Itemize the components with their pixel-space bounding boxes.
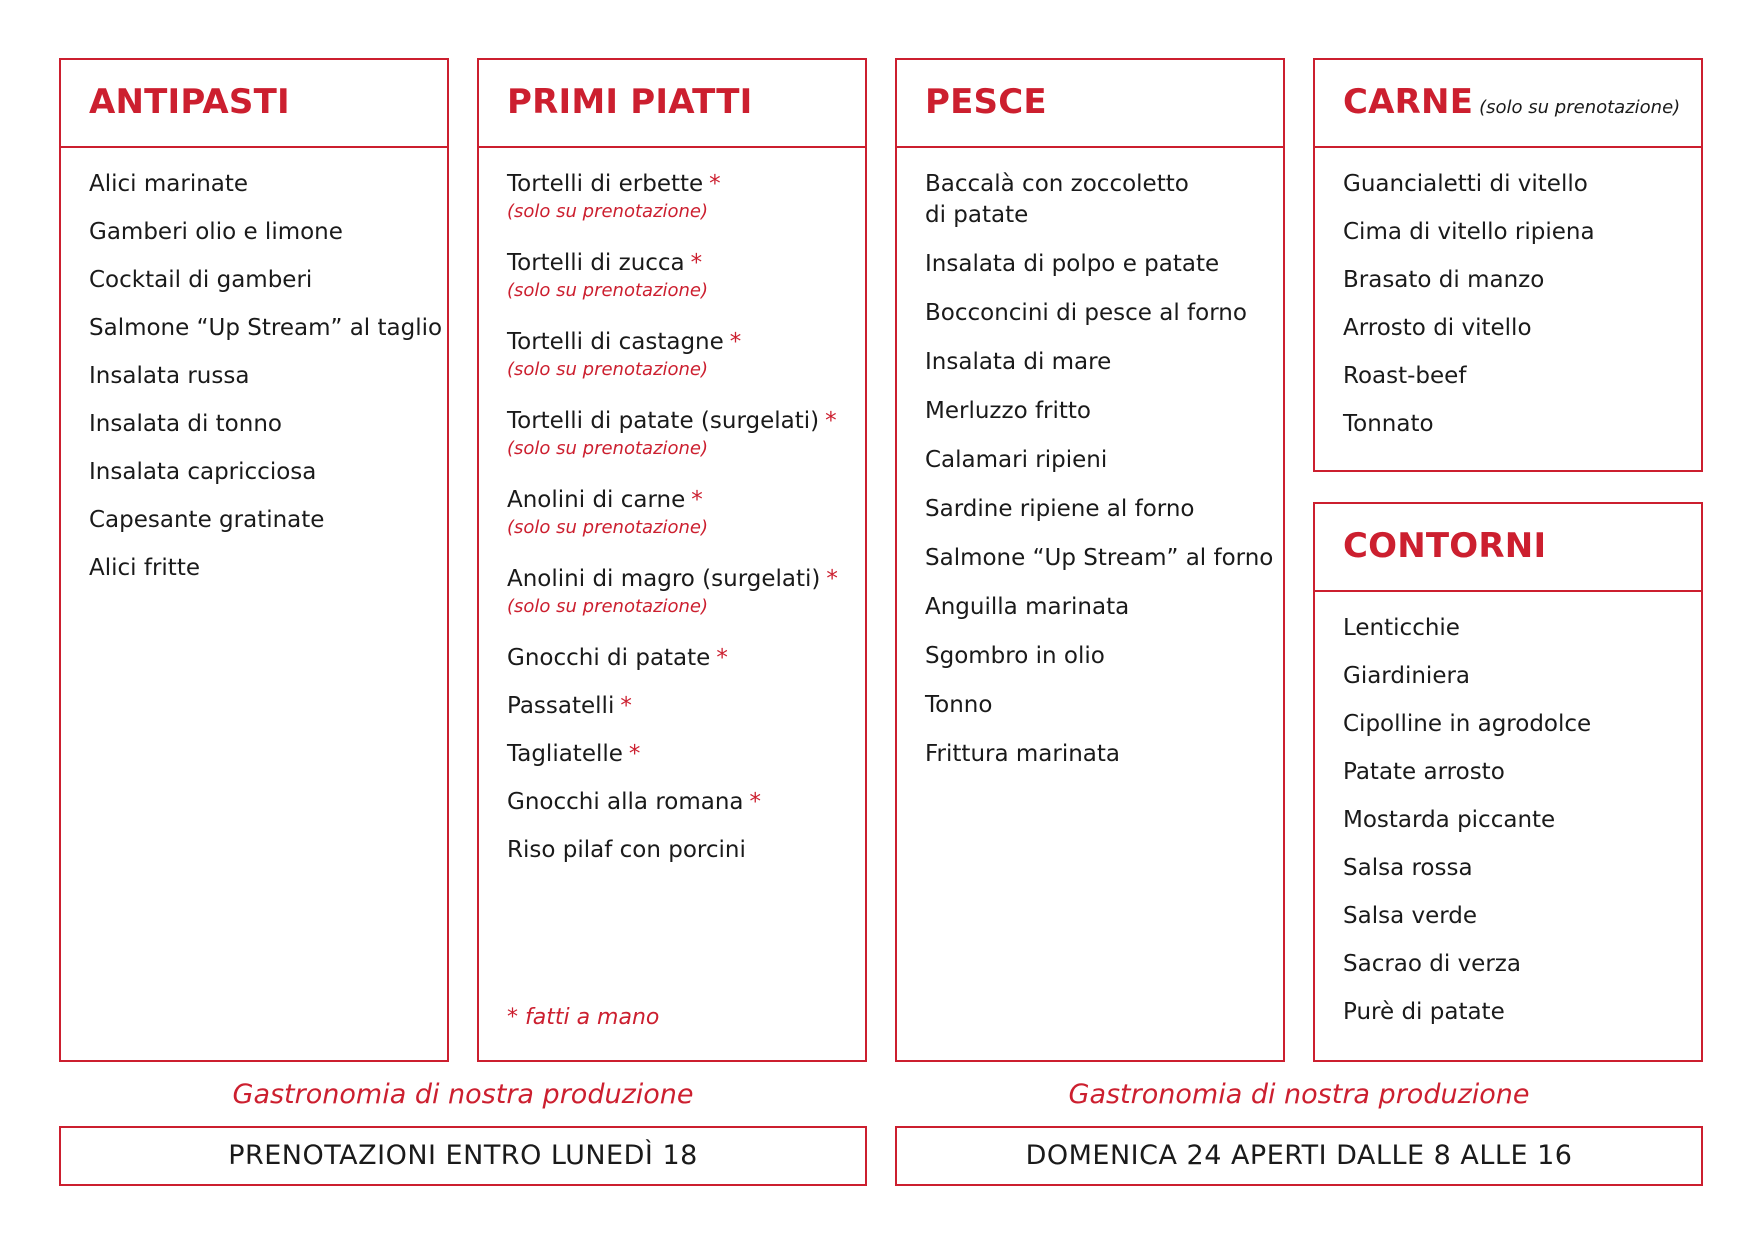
primi-title: PRIMI PIATTI xyxy=(507,82,753,122)
list-item: Alici fritte xyxy=(89,555,200,581)
list-item: Frittura marinata xyxy=(925,741,1121,767)
carne-header xyxy=(1315,60,1701,148)
list-item: Insalata capricciosa xyxy=(89,459,317,485)
handmade-footnote: * fatti a mano xyxy=(507,1005,660,1030)
list-item xyxy=(507,787,855,818)
opening-hours-banner: DOMENICA 24 APERTI DALLE 8 ALLE 16 xyxy=(895,1126,1703,1186)
primi-header xyxy=(479,60,865,148)
reservation-note: (solo su prenotazione) xyxy=(507,438,709,459)
list-item: Tonnato xyxy=(1343,411,1434,437)
antipasti-header xyxy=(61,60,447,148)
list-item xyxy=(507,485,855,540)
reservation-note: (solo su prenotazione) xyxy=(507,596,709,617)
list-item: Merluzzo fritto xyxy=(925,398,1091,424)
item-name: Riso pilaf con porcini xyxy=(507,837,746,863)
tagline-left: Gastronomia di nostra produzione xyxy=(232,1079,694,1110)
list-item: Cocktail di gamberi xyxy=(89,267,313,293)
item-name: Tortelli di zucca xyxy=(507,250,685,276)
list-item: Mostarda piccante xyxy=(1343,807,1556,833)
list-item: Sardine ripiene al forno xyxy=(925,496,1195,522)
item-name: Tortelli di castagne xyxy=(507,329,724,355)
reservation-note: (solo su prenotazione) xyxy=(507,359,709,380)
reservation-note: (solo su prenotazione) xyxy=(507,201,709,222)
list-item: Tonno xyxy=(925,692,993,718)
list-item: Gamberi olio e limone xyxy=(89,219,343,245)
antipasti-title: ANTIPASTI xyxy=(89,82,290,122)
list-item: Insalata di tonno xyxy=(89,411,282,437)
list-item: Sacrao di verza xyxy=(1343,951,1521,977)
pesce-section xyxy=(895,58,1285,1062)
list-item xyxy=(507,327,855,382)
handmade-star: * xyxy=(825,408,837,434)
list-item: Cipolline in agrodolce xyxy=(1343,711,1592,737)
contorni-list xyxy=(1343,613,1691,1045)
handmade-star: * xyxy=(709,171,721,197)
handmade-star: * xyxy=(690,250,703,276)
list-item xyxy=(507,169,855,224)
handmade-star: * xyxy=(628,741,641,767)
list-item xyxy=(507,691,855,722)
item-name: Tagliatelle xyxy=(507,741,623,767)
list-item: Sgombro in olio xyxy=(925,643,1105,669)
list-item: Capesante gratinate xyxy=(89,507,325,533)
list-item: Roast-beef xyxy=(1343,363,1467,389)
primi-list xyxy=(507,169,855,883)
antipasti-section xyxy=(59,58,449,1062)
pesce-header xyxy=(897,60,1283,148)
primi-section xyxy=(477,58,867,1062)
list-item xyxy=(507,835,855,866)
item-name: Tortelli di patate (surgelati) xyxy=(507,408,820,434)
carne-section xyxy=(1313,58,1703,472)
item-name: Tortelli di erbette xyxy=(507,171,704,197)
reservation-banner: PRENOTAZIONI ENTRO LUNEDÌ 18 xyxy=(59,1126,867,1186)
list-item: Insalata russa xyxy=(89,363,250,389)
reservation-note: (solo su prenotazione) xyxy=(507,517,709,538)
antipasti-list xyxy=(89,169,443,601)
list-item xyxy=(507,643,855,674)
list-item: Salmone “Up Stream” al taglio xyxy=(89,315,443,341)
list-item: Insalata di mare xyxy=(925,349,1112,375)
item-line: Baccalà con zoccoletto xyxy=(925,171,1189,197)
list-item: Salsa verde xyxy=(1343,903,1478,929)
item-name: Anolini di magro (surgelati) xyxy=(507,566,821,592)
carne-list xyxy=(1343,169,1691,457)
carne-title xyxy=(1343,82,1680,122)
list-item: Cima di vitello ripiena xyxy=(1343,219,1595,245)
handmade-star: * xyxy=(716,645,728,671)
list-item: Anguilla marinata xyxy=(925,594,1130,620)
list-item: Insalata di polpo e patate xyxy=(925,251,1220,277)
handmade-star: * xyxy=(729,329,742,355)
handmade-star: * xyxy=(749,789,762,815)
handmade-star: * xyxy=(826,566,838,592)
item-name: Anolini di carne xyxy=(507,487,686,513)
list-item: Arrosto di vitello xyxy=(1343,315,1532,341)
pesce-title: PESCE xyxy=(925,82,1047,122)
contorni-section xyxy=(1313,502,1703,1062)
handmade-star: * xyxy=(691,487,703,513)
list-item: Purè di patate xyxy=(1343,999,1505,1025)
tagline-right: Gastronomia di nostra produzione xyxy=(1068,1079,1530,1110)
item-line: di patate xyxy=(925,202,1029,228)
list-item xyxy=(507,406,855,461)
list-item: Salmone “Up Stream” al forno xyxy=(925,545,1274,571)
list-item: Giardiniera xyxy=(1343,663,1471,689)
list-item: Patate arrosto xyxy=(1343,759,1505,785)
list-item xyxy=(925,169,1273,231)
list-item xyxy=(507,248,855,303)
item-name: Gnocchi di patate xyxy=(507,645,711,671)
list-item: Alici marinate xyxy=(89,171,249,197)
reservation-note: (solo su prenotazione) xyxy=(507,280,709,301)
list-item: Guancialetti di vitello xyxy=(1343,171,1588,197)
contorni-header xyxy=(1315,504,1701,592)
list-item: Lenticchie xyxy=(1343,615,1460,641)
carne-subtitle: (solo su prenotazione) xyxy=(1479,97,1681,118)
item-name: Passatelli xyxy=(507,693,615,719)
carne-title-text: CARNE xyxy=(1343,82,1474,122)
list-item: Salsa rossa xyxy=(1343,855,1473,881)
list-item xyxy=(507,564,855,619)
list-item: Calamari ripieni xyxy=(925,447,1108,473)
list-item: Bocconcini di pesce al forno xyxy=(925,300,1247,326)
item-name: Gnocchi alla romana xyxy=(507,789,744,815)
handmade-star: * xyxy=(620,693,632,719)
contorni-title: CONTORNI xyxy=(1343,526,1547,566)
list-item: Brasato di manzo xyxy=(1343,267,1545,293)
list-item xyxy=(507,739,855,770)
pesce-list xyxy=(925,169,1273,788)
